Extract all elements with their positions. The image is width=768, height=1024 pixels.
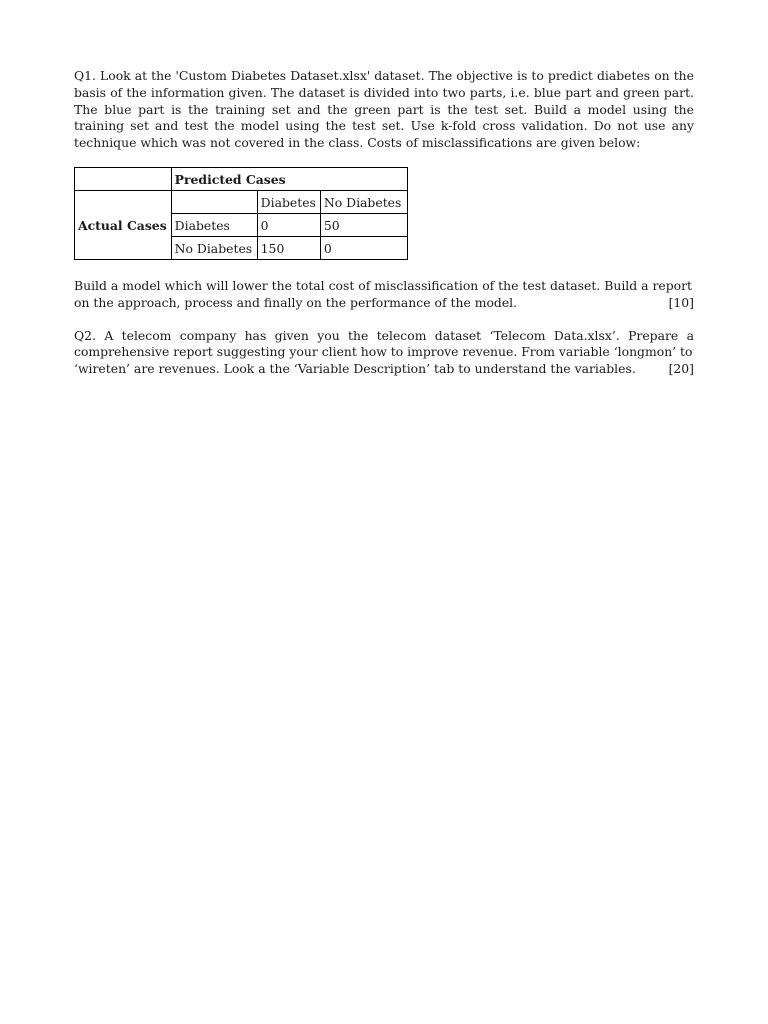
q1-build-text-last: on the approach, process and finally on the performance of the model. (74, 294, 518, 310)
table-row (75, 190, 408, 213)
cell-diabetes-diabetes: 0 (257, 213, 320, 236)
row-label-no-diabetes: No Diabetes (171, 236, 257, 259)
q1-build-paragraph (74, 278, 694, 312)
table-empty-cell (171, 190, 257, 213)
q1-build-text: Build a model which will lower the total cost of misclassification of the test dataset. Build a report (74, 277, 692, 293)
q2-text: Q2. A telecom company has given you the telecom dataset ‘Telecom Data.xlsx’. Prepare a comprehensive report suggesting your client how to improve revenue. From variable ‘longmon’ to (74, 327, 694, 360)
q2-marks: [20] (668, 361, 694, 377)
cell-diabetes-no-diabetes: 50 (320, 213, 407, 236)
cell-no-diabetes-no-diabetes: 0 (320, 236, 407, 259)
table-corner-cell (75, 167, 172, 190)
table-row (75, 167, 408, 190)
cell-no-diabetes-diabetes: 150 (257, 236, 320, 259)
col-header-diabetes: Diabetes (257, 190, 320, 213)
q2-paragraph (74, 328, 694, 378)
misclassification-cost-table (74, 167, 408, 260)
row-label-diabetes: Diabetes (171, 213, 257, 236)
q1-build-last-line (74, 295, 694, 312)
document-page (74, 68, 694, 378)
predicted-cases-header: Predicted Cases (171, 167, 407, 190)
q1-intro-paragraph: Q1. Look at the 'Custom Diabetes Dataset.xlsx' dataset. The objective is to predict diabetes on the basis of the information given. The dataset is divided into two parts, i.e. blue part and green part. The blue part is the training set and the green part is the test set. Build a model using the training set and test the model using the test set. Use k-fold cross validation. Do not use any technique which was not covered in the class. Costs of misclassifications are given below: (74, 68, 694, 151)
col-header-no-diabetes: No Diabetes (320, 190, 407, 213)
actual-cases-header: Actual Cases (75, 190, 172, 259)
q2-text-last: ‘wireten’ are revenues. Look a the ‘Variable Description’ tab to understand the variables. (74, 361, 636, 377)
q1-marks: [10] (668, 294, 694, 310)
q2-last-line (74, 361, 694, 378)
